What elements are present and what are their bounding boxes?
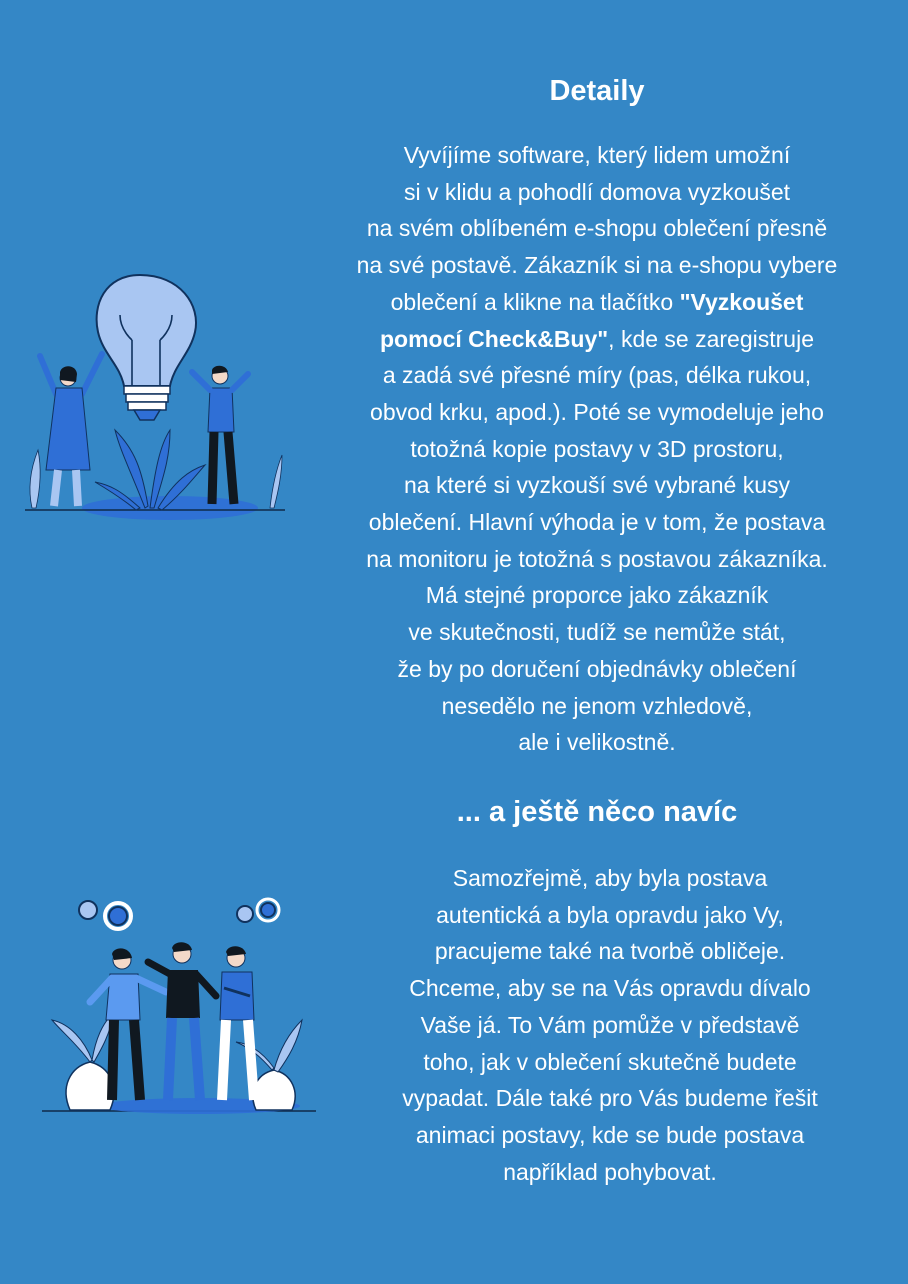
paragraph-line: ale i velikostně. — [518, 729, 676, 756]
paragraph-line: obvod krku, apod.). Poté se vymodeluje jeho — [370, 398, 824, 425]
button-name-highlight: pomocí Check&Buy" — [380, 325, 609, 352]
gear-icon — [79, 899, 279, 929]
section-title-details: Detaily — [549, 75, 645, 107]
person-man-illustration — [192, 366, 248, 504]
paragraph-line: na které si vyzkouší své vybrané kusy — [403, 472, 791, 499]
paragraph-line: totožná kopie postavy v 3D prostoru, — [410, 435, 784, 462]
paragraph-line: na monitoru je totožná s postavou zákazníka. — [366, 545, 828, 572]
paragraph-text: , kde se zaregistruje — [608, 325, 814, 352]
paragraph-line: na svém oblíbeném e-shopu oblečení přesně — [366, 215, 828, 242]
section-title-extra: ... a ještě něco navíc — [456, 796, 738, 828]
paragraph-line: a zadá své přesné míry (pas, délka rukou, — [382, 362, 812, 389]
paragraph-line: ve skutečnosti, tudíž se nemůže stát, — [408, 619, 786, 646]
paragraph-line: Má stejné proporce jako zákazník — [425, 582, 769, 609]
paragraph-line: nesedělo ne jenom vzhledově, — [441, 692, 753, 719]
paragraph-line: Chceme, aby se na Vás opravdu dívalo — [409, 975, 811, 1002]
team-gears-illustration — [40, 892, 320, 1117]
paragraph-line: Vyvíjíme software, který lidem umožní — [403, 142, 791, 168]
paragraph-line — [300, 284, 894, 321]
person-middle-illustration — [148, 942, 216, 1100]
button-name-highlight: "Vyzkoušet — [679, 288, 804, 315]
person-woman-illustration — [40, 354, 102, 506]
lightbulb-team-illustration — [20, 270, 290, 520]
paragraph-line: že by po doručení objednávky oblečení — [397, 655, 797, 682]
paragraph-text: oblečení a klikne na tlačítko — [390, 288, 680, 315]
extra-paragraph — [340, 860, 880, 1190]
paragraph-line: si v klidu a pohodlí domova vyzkoušet — [403, 178, 791, 205]
paragraph-line: například pohybovat. — [503, 1158, 717, 1185]
paragraph-line: animaci postavy, kde se bude postava — [415, 1121, 805, 1148]
paragraph-line: Vaše já. To Vám pomůže v představě — [420, 1011, 800, 1038]
details-paragraph — [300, 137, 894, 761]
person-right-illustration — [220, 946, 254, 1100]
lightbulb-icon — [97, 275, 196, 420]
paragraph-line: autentická a byla opravdu jako Vy, — [436, 901, 784, 928]
paragraph-line — [300, 321, 894, 358]
paragraph-line: pracujeme také na tvorbě obličeje. — [434, 938, 786, 965]
paragraph-line: Samozřejmě, aby byla postava — [452, 865, 768, 891]
paragraph-line: vypadat. Dále také pro Vás budeme řešit — [402, 1085, 818, 1112]
paragraph-line: toho, jak v oblečení skutečně budete — [423, 1048, 797, 1075]
paragraph-line: na své postavě. Zákazník si na e-shopu vybere — [356, 252, 838, 279]
paragraph-line: oblečení. Hlavní výhoda je v tom, že postava — [368, 509, 826, 536]
